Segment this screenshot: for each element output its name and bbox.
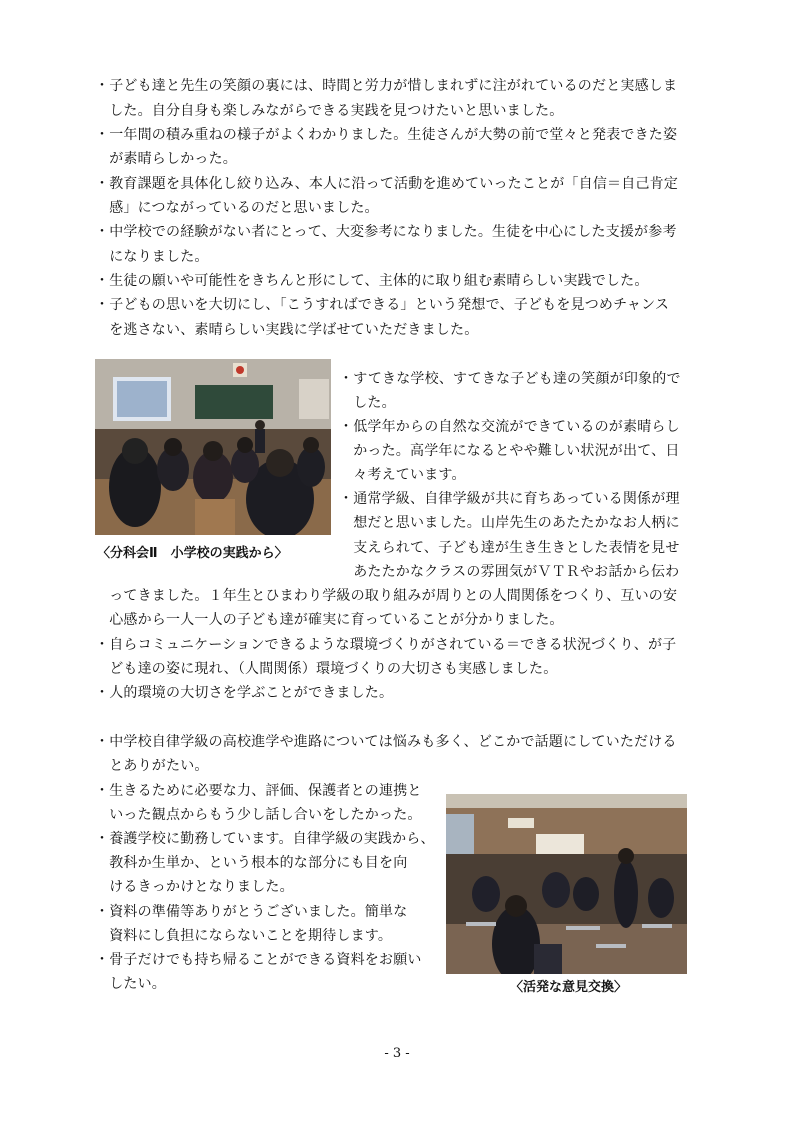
feedback-line: 教科か生単か、という根本的な部分にも目を向	[95, 855, 408, 871]
feedback-line: を逃さない、素晴らしい実践に学ばせていただきました。	[95, 322, 479, 338]
feedback-line: した。	[339, 395, 396, 411]
feedback-line: ・一年間の積み重ねの様子がよくわかりました。生徒さんが大勢の前で堂々と発表できた姿	[95, 127, 678, 143]
feedback-line: ・生徒の願いや可能性をきちんと形にして、主体的に取り組む素晴らしい実践でした。	[95, 273, 649, 289]
feedback-line: ってきました。１年生とひまわり学級の取り組みが周りとの人間関係をつくり、互いの安	[95, 588, 678, 604]
feedback-line: ・人的環境の大切さを学ぶことができました。	[95, 685, 394, 701]
feedback-line: ・資料の準備等ありがとうございました。簡単な	[95, 904, 408, 920]
feedback-line: 資料にし負担にならないことを期待します。	[95, 928, 393, 944]
feedback-line: あたたかなクラスの雰囲気がＶＴＲやお話から伝わ	[339, 564, 680, 580]
feedback-line: けるきっかけとなりました。	[95, 879, 294, 895]
feedback-line: になりました。	[95, 249, 209, 265]
feedback-line: ・子ども達と先生の笑顔の裏には、時間と労力が惜しまれずに注がれているのだと実感しま	[95, 78, 678, 94]
feedback-line: ・通常学級、自律学級が共に育ちあっている関係が理	[339, 491, 680, 507]
feedback-line: 々考えています。	[339, 467, 466, 483]
seminar-photo	[95, 359, 331, 535]
seminar-photo-caption: 〈分科会Ⅱ 小学校の実践から〉	[97, 546, 288, 561]
seminar-photo-image	[95, 359, 331, 535]
feedback-line: かった。高学年になるとやや難しい状況が出て、日	[339, 443, 680, 459]
feedback-line: いった観点からもう少し話し合いをしたかった。	[95, 807, 422, 823]
feedback-line: したい。	[95, 976, 166, 992]
feedback-line: ・骨子だけでも持ち帰ることができる資料をお願い	[95, 952, 422, 968]
feedback-line: が素晴らしかった。	[95, 151, 237, 167]
feedback-line: 感」につながっているのだと思いました。	[95, 200, 379, 216]
feedback-line: ・中学校自律学級の高校進学や進路については悩みも多く、どこかで話題にしていただける	[95, 734, 677, 750]
feedback-line: ・子どもの思いを大切にし、「こうすればできる」という発想で、子どもを見つめチャンス	[95, 297, 670, 313]
feedback-line: した。自分自身も楽しみながらできる実践を見つけたいと思いました。	[95, 103, 564, 119]
feedback-line: ・教育課題を具体化し絞り込み、本人に沿って活動を進めていったことが「自信＝自己肯定	[95, 176, 679, 192]
feedback-line: ども達の姿に現れ、（人間関係）環境づくりの大切さも実感しました。	[95, 661, 558, 677]
feedback-line: 支えられて、子ども達が生き生きとした表情を見せ	[339, 540, 680, 556]
feedback-line: ・すてきな学校、すてきな子ども達の笑顔が印象的で	[339, 371, 681, 387]
feedback-line: ・中学校での経験がない者にとって、大変参考になりました。生徒を中心にした支援が参考	[95, 224, 677, 240]
feedback-line: ・低学年からの自然な交流ができているのが素晴らし	[339, 419, 680, 435]
discussion-photo-caption: 〈活発な意見交換〉	[510, 980, 628, 995]
feedback-line: とありがたい。	[95, 758, 209, 774]
discussion-photo	[446, 794, 687, 974]
feedback-line: ・生きるために必要な力、評価、保護者との連携と	[95, 783, 422, 799]
discussion-photo-image	[446, 794, 687, 974]
feedback-line: 想だと思いました。山岸先生のあたたかなお人柄に	[339, 515, 680, 531]
feedback-line: 心感から一人一人の子ども達が確実に育っていることが分かりました。	[95, 612, 564, 628]
feedback-line: ・自らコミュニケーションできるような環境づくりがされている＝できる状況づくり、が子	[95, 637, 677, 653]
page-number: - 3 -	[384, 1046, 410, 1061]
feedback-line: ・養護学校に勤務しています。自律学級の実践から、	[95, 831, 435, 847]
